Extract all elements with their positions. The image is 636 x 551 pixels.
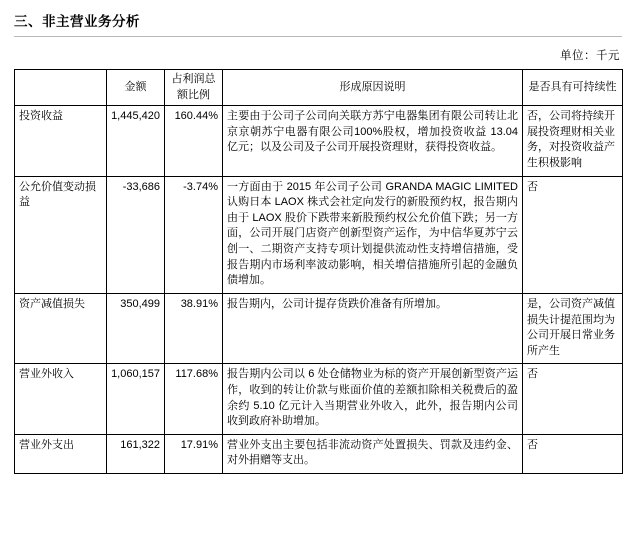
- title-divider: [14, 36, 622, 37]
- row-sustainable: 否: [523, 176, 623, 293]
- row-amount: 1,060,157: [107, 364, 165, 434]
- row-amount: 1,445,420: [107, 106, 165, 176]
- row-amount: 161,322: [107, 434, 165, 473]
- row-ratio: 160.44%: [165, 106, 223, 176]
- row-ratio: 117.68%: [165, 364, 223, 434]
- page-title: 三、非主营业务分析: [14, 14, 140, 29]
- row-reason: 一方面由于 2015 年公司子公司 GRANDA MAGIC LIMITED 认购日本 LAOX 株式会社定向发行的新股预约权，报告期内由于 LAOX 股价下跌带来新股预约权公允价值下跌；另一方面，公司开展门店资产创新型资产运作，为中信华夏苏宁云创一、二期资产支持专项计划提供流动性支持增信措施，受报告期内市场利率波动影响，相关增信措施所引起的金融负债增加。: [223, 176, 523, 293]
- row-ratio: -3.74%: [165, 176, 223, 293]
- row-item-label: 资产减值损失: [15, 293, 107, 363]
- row-amount: -33,686: [107, 176, 165, 293]
- row-sustainable: 否: [523, 364, 623, 434]
- row-reason: 主要由于公司子公司向关联方苏宁电器集团有限公司转让北京京朝苏宁电器有限公司100%股权，增加投资收益 13.04 亿元；以及公司及子公司开展投资理财，获得投资收益。: [223, 106, 523, 176]
- row-amount: 350,499: [107, 293, 165, 363]
- row-reason: 营业外支出主要包括非流动资产处置损失、罚款及违约金、对外捐赠等支出。: [223, 434, 523, 473]
- row-ratio: 17.91%: [165, 434, 223, 473]
- table-header-row: [15, 70, 623, 106]
- non-operating-analysis-table: [14, 69, 623, 474]
- column-header-sustainable: 是否具有可持续性: [523, 70, 623, 106]
- row-item-label: 营业外支出: [15, 434, 107, 473]
- row-ratio: 38.91%: [165, 293, 223, 363]
- row-reason: 报告期内公司以 6 处仓储物业为标的资产开展创新型资产运作，收到的转让价款与账面价值的差额扣除相关税费后的盈余约 5.10 亿元计入当期营业外收入，此外，报告期内公司收到政府补助增加。: [223, 364, 523, 434]
- column-header-ratio: 占利润总额比例: [165, 70, 223, 106]
- table-row: [15, 293, 623, 363]
- table-row: [15, 106, 623, 176]
- row-item-label: 公允价值变动损益: [15, 176, 107, 293]
- row-sustainable: 否: [523, 434, 623, 473]
- row-sustainable: 否，公司将持续开展投资理财相关业务，对投资收益产生积极影响: [523, 106, 623, 176]
- column-header-amount: 金额: [107, 70, 165, 106]
- row-item-label: 投资收益: [15, 106, 107, 176]
- row-item-label: 营业外收入: [15, 364, 107, 434]
- row-reason: 报告期内，公司计提存货跌价准备有所增加。: [223, 293, 523, 363]
- column-header-item: [15, 70, 107, 106]
- table-row: [15, 364, 623, 434]
- row-sustainable: 是，公司资产减值损失计提范围均为公司开展日常业务所产生: [523, 293, 623, 363]
- unit-note: 单位：千元: [560, 50, 620, 62]
- table-row: [15, 176, 623, 293]
- table-row: [15, 434, 623, 473]
- column-header-reason: 形成原因说明: [223, 70, 523, 106]
